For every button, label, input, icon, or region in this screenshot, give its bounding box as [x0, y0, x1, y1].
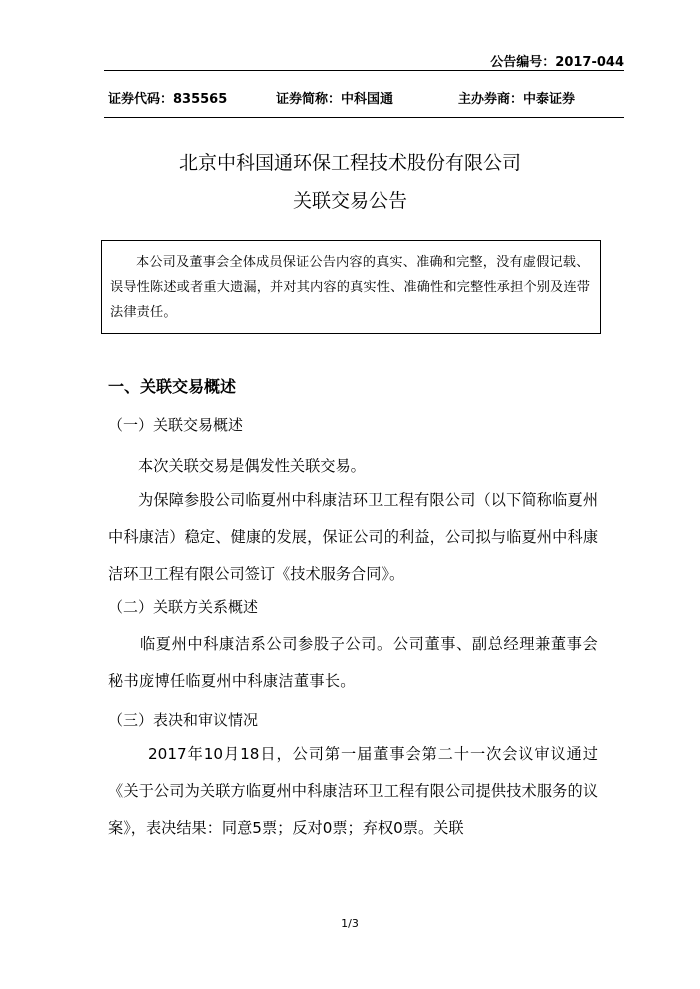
- paragraph-relationship: 临夏州中科康洁系公司参股子公司。公司董事、副总经理兼董事会秘书庞博任临夏州中科康洁董事长。: [108, 635, 598, 690]
- security-code: 证券代码：835565: [108, 92, 228, 107]
- security-abbreviation: 证券简称：中科国通: [276, 92, 394, 107]
- announcement-number: 公告编号：2017-044: [490, 55, 624, 70]
- subsection-heading-voting: （三）表决和审议情况: [108, 711, 259, 729]
- document-title: 关联交易公告: [292, 190, 407, 212]
- header-rule-bottom: [104, 117, 624, 118]
- paragraph-transaction-purpose: 为保障参股公司临夏州中科康洁环卫工程有限公司（以下简称临夏州中科康洁）稳定、健康的发展，保证公司的利益，公司拟与临夏州中科康洁环卫工程有限公司签订《技术服务合同》。: [108, 491, 598, 583]
- section-heading-overview: 一、关联交易概述: [108, 377, 237, 396]
- header-rule-top: [104, 70, 624, 71]
- paragraph-voting: 2017年10月18日，公司第一届董事会第二十一次会议审议通过《关于公司为关联方临夏州中科康洁环卫工程有限公司提供技术服务的议案》，表决结果：同意5票；反对0票；弃权0票。关联: [108, 745, 598, 837]
- subsection-heading-overview: （一）关联交易概述: [108, 416, 244, 434]
- page-number: 1/3: [341, 917, 359, 930]
- subsection-heading-relationship: （二）关联方关系概述: [108, 598, 259, 616]
- sponsor-broker: 主办券商：中泰证券: [458, 92, 576, 107]
- company-name-title: 北京中科国通环保工程技术股份有限公司: [178, 152, 521, 174]
- disclaimer-box: 本公司及董事会全体成员保证公告内容的真实、准确和完整，没有虚假记载、误导性陈述或者重大遗漏，并对其内容的真实性、准确性和完整性承担个别及连带法律责任。: [101, 240, 601, 334]
- paragraph-transaction-type: 本次关联交易是偶发性关联交易。: [138, 457, 366, 475]
